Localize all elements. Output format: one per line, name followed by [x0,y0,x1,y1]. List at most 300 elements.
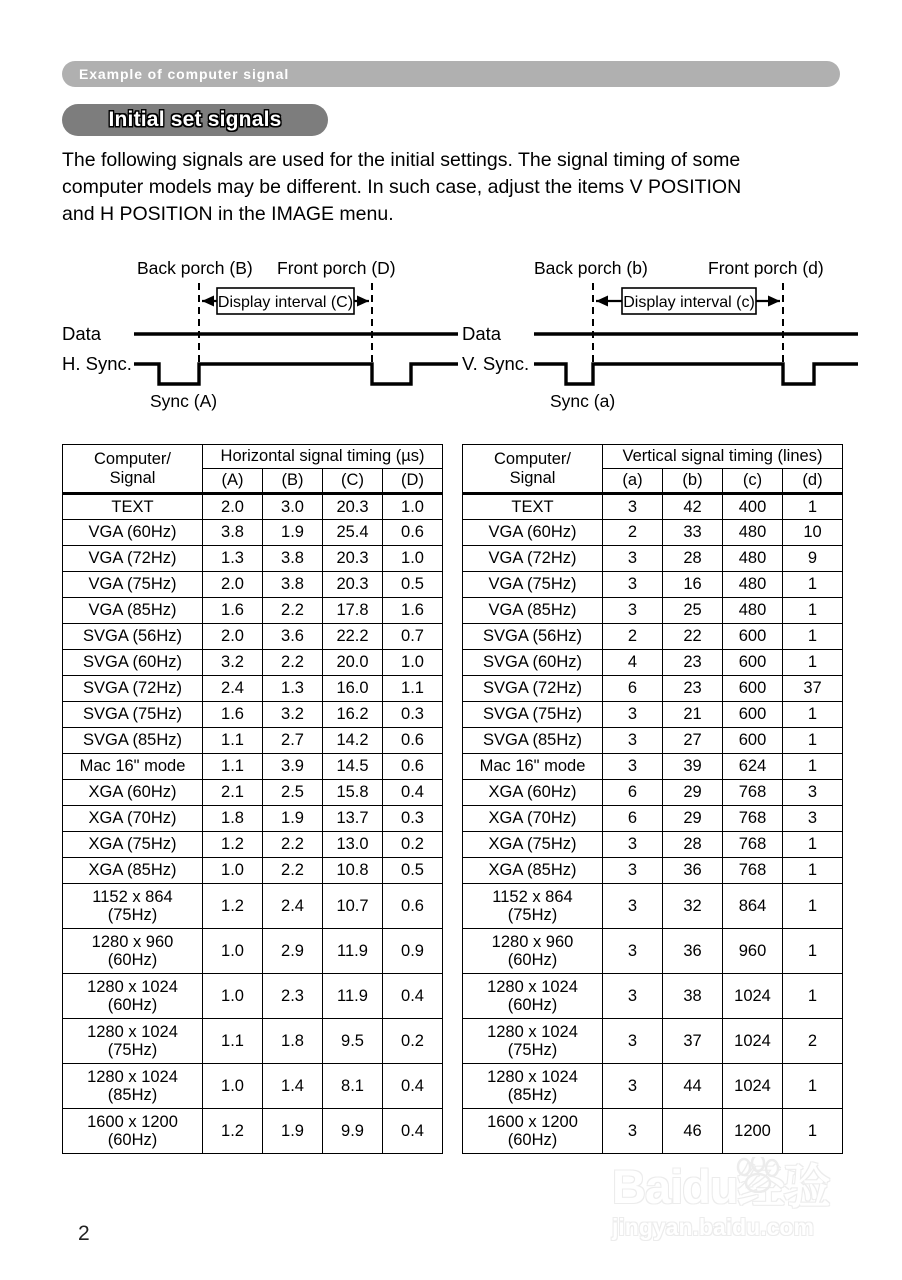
table-row [463,754,843,780]
column-header-d: (D) [383,469,443,494]
cell-value-d: 1 [783,832,843,858]
table-row [63,676,443,702]
cell-value-a: 3 [603,572,663,598]
cell-signal-name [63,974,203,1019]
cell-value-a: 6 [603,676,663,702]
vertical-timing-svg [462,252,862,412]
cell-value-B: 3.9 [263,754,323,780]
front-porch-label: Front porch (d) [708,258,824,278]
cell-value-C: 11.9 [323,929,383,974]
cell-value-d: 37 [783,676,843,702]
cell-value-a: 6 [603,780,663,806]
cell-value-C: 10.8 [323,858,383,884]
table-head [463,445,843,494]
cell-signal-name: XGA (60Hz) [63,780,203,806]
table-body [463,494,843,1154]
cell-value-A: 2.4 [203,676,263,702]
cell-value-A: 1.0 [203,974,263,1019]
cell-signal-name: VGA (75Hz) [63,572,203,598]
cell-value-D: 0.6 [383,754,443,780]
cell-value-C: 14.5 [323,754,383,780]
vertical-timing-table [462,444,843,1154]
cell-value-b: 36 [663,929,723,974]
cell-value-c: 1024 [723,974,783,1019]
column-header-group: Horizontal signal timing (µs) [203,445,443,469]
cell-signal-name: Mac 16" mode [463,754,603,780]
cell-signal-name: SVGA (56Hz) [463,624,603,650]
column-header-c: (C) [323,469,383,494]
cell-value-b: 27 [663,728,723,754]
table-header-row-1 [463,445,843,469]
cell-value-D: 0.4 [383,780,443,806]
table-row [63,572,443,598]
table-row [463,546,843,572]
cell-value-d: 1 [783,929,843,974]
arrow-left-head-icon [202,296,214,307]
cell-value-a: 6 [603,806,663,832]
display-interval-label: Display interval (c) [623,294,755,311]
cell-value-d: 10 [783,520,843,546]
sync-caption-label: Sync (a) [550,391,616,411]
cell-signal-name [463,1064,603,1109]
cell-value-a: 3 [603,754,663,780]
horizontal-timing-svg [62,252,462,412]
table-row [63,1019,443,1064]
column-header-a: (a) [603,469,663,494]
cell-value-c: 600 [723,728,783,754]
cell-signal-name [63,1109,203,1154]
sync-row-label: V. Sync. [462,353,530,374]
cell-value-a: 3 [603,546,663,572]
cell-value-d: 2 [783,1019,843,1064]
sync-waveform [134,364,458,384]
cell-value-a: 3 [603,929,663,974]
cell-value-A: 1.1 [203,1019,263,1064]
table-row [463,624,843,650]
cell-signal-name: XGA (75Hz) [63,832,203,858]
cell-value-b: 28 [663,832,723,858]
table-row [63,884,443,929]
cell-value-A: 1.2 [203,884,263,929]
cell-signal-name-line-2: (85Hz) [107,1086,158,1104]
cell-signal-name: SVGA (60Hz) [63,650,203,676]
cell-value-B: 3.2 [263,702,323,728]
back-porch-label: Back porch (b) [534,258,648,278]
intro-line-3: and H POSITION in the IMAGE menu. [62,203,394,225]
column-header-line-2: Signal [109,468,156,487]
column-header-signal-name [463,445,603,494]
cell-value-A: 2.0 [203,494,263,520]
cell-value-d: 1 [783,884,843,929]
cell-value-c: 864 [723,884,783,929]
table-row [63,806,443,832]
cell-value-b: 44 [663,1064,723,1109]
sync-row-label: H. Sync. [62,353,132,374]
cell-signal-name-line-2: (75Hz) [507,906,558,924]
section-title-label: Initial set signals [108,108,282,131]
cell-signal-name: SVGA (85Hz) [463,728,603,754]
cell-value-D: 0.3 [383,806,443,832]
column-header-signal-name [63,445,203,494]
cell-value-C: 20.3 [323,572,383,598]
cell-value-a: 4 [603,650,663,676]
cell-value-c: 1024 [723,1019,783,1064]
cell-signal-name: SVGA (72Hz) [463,676,603,702]
cell-signal-name-line-2: (60Hz) [507,996,558,1014]
table-row [63,494,443,520]
cell-signal-name [463,974,603,1019]
vertical-timing-diagram [462,252,862,412]
cell-signal-name-line-2: (75Hz) [507,1041,558,1059]
cell-value-d: 1 [783,624,843,650]
vertical-timing-table-wrap [462,444,843,1154]
front-porch-label: Front porch (D) [277,258,396,278]
cell-value-a: 2 [603,520,663,546]
cell-value-a: 3 [603,884,663,929]
arrow-right-head-icon [768,296,780,307]
cell-signal-name [463,929,603,974]
cell-value-D: 0.6 [383,520,443,546]
cell-signal-name-line-2: (60Hz) [507,951,558,969]
cell-value-A: 1.6 [203,702,263,728]
cell-value-b: 29 [663,806,723,832]
cell-value-d: 1 [783,858,843,884]
column-header-b: (b) [663,469,723,494]
table-row [463,520,843,546]
cell-signal-name: TEXT [63,494,203,520]
cell-value-A: 1.2 [203,832,263,858]
table-row [463,676,843,702]
cell-signal-name-line-1: 1600 x 1200 [87,1112,178,1131]
cell-value-c: 768 [723,832,783,858]
cell-value-D: 0.6 [383,884,443,929]
cell-value-d: 1 [783,974,843,1019]
cell-value-D: 1.1 [383,676,443,702]
cell-value-D: 0.6 [383,728,443,754]
cell-value-A: 1.3 [203,546,263,572]
cell-value-b: 36 [663,858,723,884]
cell-value-b: 46 [663,1109,723,1154]
cell-value-B: 1.9 [263,806,323,832]
cell-signal-name-line-1: 1280 x 1024 [87,977,178,996]
cell-value-a: 3 [603,702,663,728]
table-row [463,780,843,806]
cell-signal-name-line-2: (60Hz) [507,1131,558,1149]
cell-value-C: 16.0 [323,676,383,702]
column-header-b: (B) [263,469,323,494]
column-header-line-2: Signal [509,468,556,487]
table-row [463,1064,843,1109]
table-body [63,494,443,1154]
table-row [463,806,843,832]
cell-value-D: 0.4 [383,1064,443,1109]
cell-value-b: 42 [663,494,723,520]
cell-value-a: 3 [603,1109,663,1154]
column-header-c: (c) [723,469,783,494]
cell-value-d: 3 [783,806,843,832]
cell-value-a: 3 [603,598,663,624]
column-header-line-1: Computer/ [93,450,172,469]
table-row [63,598,443,624]
sync-caption-label: Sync (A) [150,391,218,411]
cell-value-c: 600 [723,702,783,728]
cell-value-d: 1 [783,754,843,780]
cell-value-c: 960 [723,929,783,974]
cell-signal-name: SVGA (75Hz) [63,702,203,728]
cell-signal-name: VGA (85Hz) [463,598,603,624]
cell-value-C: 14.2 [323,728,383,754]
cell-value-C: 16.2 [323,702,383,728]
cell-value-C: 22.2 [323,624,383,650]
cell-value-B: 2.2 [263,832,323,858]
cell-value-c: 600 [723,650,783,676]
watermark-cn-text: 经验 [737,1160,830,1213]
cell-signal-name: XGA (70Hz) [463,806,603,832]
cell-value-D: 0.5 [383,858,443,884]
table-row [63,1109,443,1154]
cell-value-C: 20.3 [323,494,383,520]
cell-signal-name: SVGA (75Hz) [463,702,603,728]
cell-value-B: 2.9 [263,929,323,974]
paw-print-icon [730,1157,786,1193]
data-row-label: Data [62,323,102,344]
table-row [463,858,843,884]
cell-value-C: 13.0 [323,832,383,858]
cell-signal-name [463,884,603,929]
cell-value-B: 1.9 [263,1109,323,1154]
cell-value-d: 1 [783,728,843,754]
cell-value-D: 1.0 [383,494,443,520]
cell-value-c: 600 [723,624,783,650]
watermark-sub-text: jingyan.baidu.com [612,1214,814,1240]
cell-signal-name: XGA (85Hz) [463,858,603,884]
cell-signal-name: XGA (75Hz) [463,832,603,858]
cell-signal-name: VGA (85Hz) [63,598,203,624]
table-row [63,546,443,572]
table-head [63,445,443,494]
cell-value-A: 3.8 [203,520,263,546]
intro-paragraph [62,147,842,228]
table-row [463,728,843,754]
cell-value-B: 3.0 [263,494,323,520]
cell-value-b: 39 [663,754,723,780]
cell-value-d: 3 [783,780,843,806]
cell-value-D: 1.0 [383,546,443,572]
cell-value-D: 0.4 [383,1109,443,1154]
cell-signal-name-line-2: (60Hz) [107,1131,158,1149]
table-row [63,624,443,650]
cell-signal-name-line-1: 1280 x 1024 [487,1022,578,1041]
cell-value-c: 1024 [723,1064,783,1109]
page-number: 2 [78,1222,90,1245]
cell-value-C: 15.8 [323,780,383,806]
section-title-pill [62,104,328,136]
cell-value-c: 624 [723,754,783,780]
cell-value-c: 600 [723,676,783,702]
cell-value-A: 3.2 [203,650,263,676]
cell-value-B: 2.4 [263,884,323,929]
table-row [63,780,443,806]
table-row [463,598,843,624]
cell-value-B: 1.8 [263,1019,323,1064]
cell-value-C: 8.1 [323,1064,383,1109]
cell-value-d: 1 [783,650,843,676]
cell-value-B: 2.2 [263,858,323,884]
cell-value-a: 2 [603,624,663,650]
table-row [63,728,443,754]
cell-value-D: 0.3 [383,702,443,728]
cell-signal-name [63,884,203,929]
table-header-row-1 [63,445,443,469]
cell-value-B: 2.3 [263,974,323,1019]
cell-value-A: 1.1 [203,754,263,780]
table-row [463,832,843,858]
cell-value-A: 1.8 [203,806,263,832]
cell-value-d: 1 [783,494,843,520]
table-row [463,1109,843,1154]
cell-value-c: 768 [723,806,783,832]
cell-value-C: 25.4 [323,520,383,546]
cell-signal-name [463,1019,603,1064]
cell-signal-name-line-1: 1152 x 864 [92,887,173,906]
table-row [463,572,843,598]
cell-value-b: 28 [663,546,723,572]
cell-signal-name [63,1019,203,1064]
cell-signal-name: SVGA (60Hz) [463,650,603,676]
cell-value-A: 2.0 [203,624,263,650]
cell-value-d: 1 [783,702,843,728]
cell-value-c: 480 [723,546,783,572]
cell-value-b: 33 [663,520,723,546]
cell-value-b: 16 [663,572,723,598]
cell-value-b: 25 [663,598,723,624]
cell-value-b: 38 [663,974,723,1019]
cell-value-d: 1 [783,1064,843,1109]
horizontal-timing-table-wrap [62,444,443,1154]
cell-signal-name [463,1109,603,1154]
table-row [463,650,843,676]
cell-value-a: 3 [603,1019,663,1064]
cell-signal-name: XGA (70Hz) [63,806,203,832]
column-header-d: (d) [783,469,843,494]
column-header-group: Vertical signal timing (lines) [603,445,843,469]
watermark-main-text [612,1160,884,1213]
intro-line-2: computer models may be different. In such case, adjust the items V POSITION [62,176,742,198]
cell-signal-name: XGA (60Hz) [463,780,603,806]
cell-signal-name-line-2: (60Hz) [107,996,158,1014]
table-row [63,650,443,676]
arrow-right-head-icon [357,296,369,307]
table-row [463,494,843,520]
back-porch-label: Back porch (B) [137,258,253,278]
cell-signal-name-line-1: 1600 x 1200 [487,1112,578,1131]
display-interval-label: Display interval (C) [217,294,354,311]
cell-signal-name-line-1: 1280 x 960 [491,932,574,951]
cell-value-a: 3 [603,858,663,884]
cell-value-C: 20.3 [323,546,383,572]
cell-value-d: 1 [783,1109,843,1154]
cell-value-d: 9 [783,546,843,572]
cell-value-a: 3 [603,494,663,520]
table-row [463,929,843,974]
table-row [63,974,443,1019]
cell-signal-name: VGA (60Hz) [63,520,203,546]
arrow-left-head-icon [596,296,608,307]
cell-signal-name-line-2: (60Hz) [107,951,158,969]
cell-value-c: 768 [723,780,783,806]
table-row [63,858,443,884]
cell-value-b: 23 [663,676,723,702]
cell-value-b: 21 [663,702,723,728]
cell-signal-name: VGA (60Hz) [463,520,603,546]
cell-value-b: 29 [663,780,723,806]
cell-value-D: 1.6 [383,598,443,624]
cell-value-b: 23 [663,650,723,676]
table-row [63,832,443,858]
cell-value-b: 22 [663,624,723,650]
cell-value-D: 0.2 [383,832,443,858]
cell-value-B: 3.6 [263,624,323,650]
cell-value-B: 3.8 [263,572,323,598]
sync-waveform [534,364,858,384]
cell-value-c: 480 [723,598,783,624]
section-banner-label: Example of computer signal [79,66,290,82]
table-row [63,754,443,780]
cell-value-A: 1.0 [203,1064,263,1109]
cell-value-B: 3.8 [263,546,323,572]
cell-value-C: 17.8 [323,598,383,624]
cell-value-D: 0.4 [383,974,443,1019]
cell-signal-name-line-2: (75Hz) [107,1041,158,1059]
cell-value-c: 1200 [723,1109,783,1154]
cell-signal-name: SVGA (85Hz) [63,728,203,754]
table-row [63,1064,443,1109]
cell-signal-name-line-2: (75Hz) [107,906,158,924]
cell-value-a: 3 [603,832,663,858]
cell-value-D: 0.2 [383,1019,443,1064]
baidu-watermark [612,1160,884,1251]
cell-value-C: 10.7 [323,884,383,929]
cell-value-c: 400 [723,494,783,520]
data-row-label: Data [462,323,502,344]
cell-signal-name: SVGA (72Hz) [63,676,203,702]
cell-signal-name-line-1: 1280 x 1024 [487,1067,578,1086]
table-row [63,929,443,974]
cell-value-A: 2.0 [203,572,263,598]
cell-signal-name-line-1: 1280 x 960 [91,932,174,951]
cell-signal-name: TEXT [463,494,603,520]
cell-signal-name-line-2: (85Hz) [507,1086,558,1104]
cell-value-C: 20.0 [323,650,383,676]
cell-value-A: 1.0 [203,858,263,884]
cell-value-B: 2.5 [263,780,323,806]
cell-value-a: 3 [603,974,663,1019]
table-row [463,702,843,728]
cell-signal-name [63,1064,203,1109]
cell-value-B: 2.7 [263,728,323,754]
horizontal-timing-table [62,444,443,1154]
cell-value-D: 1.0 [383,650,443,676]
watermark-baidu-text: Baidu [612,1160,738,1213]
cell-value-C: 13.7 [323,806,383,832]
cell-signal-name: VGA (75Hz) [463,572,603,598]
cell-value-D: 0.9 [383,929,443,974]
cell-signal-name-line-1: 1280 x 1024 [87,1022,178,1041]
cell-value-B: 1.4 [263,1064,323,1109]
cell-value-A: 1.6 [203,598,263,624]
cell-value-c: 480 [723,572,783,598]
cell-value-B: 2.2 [263,650,323,676]
